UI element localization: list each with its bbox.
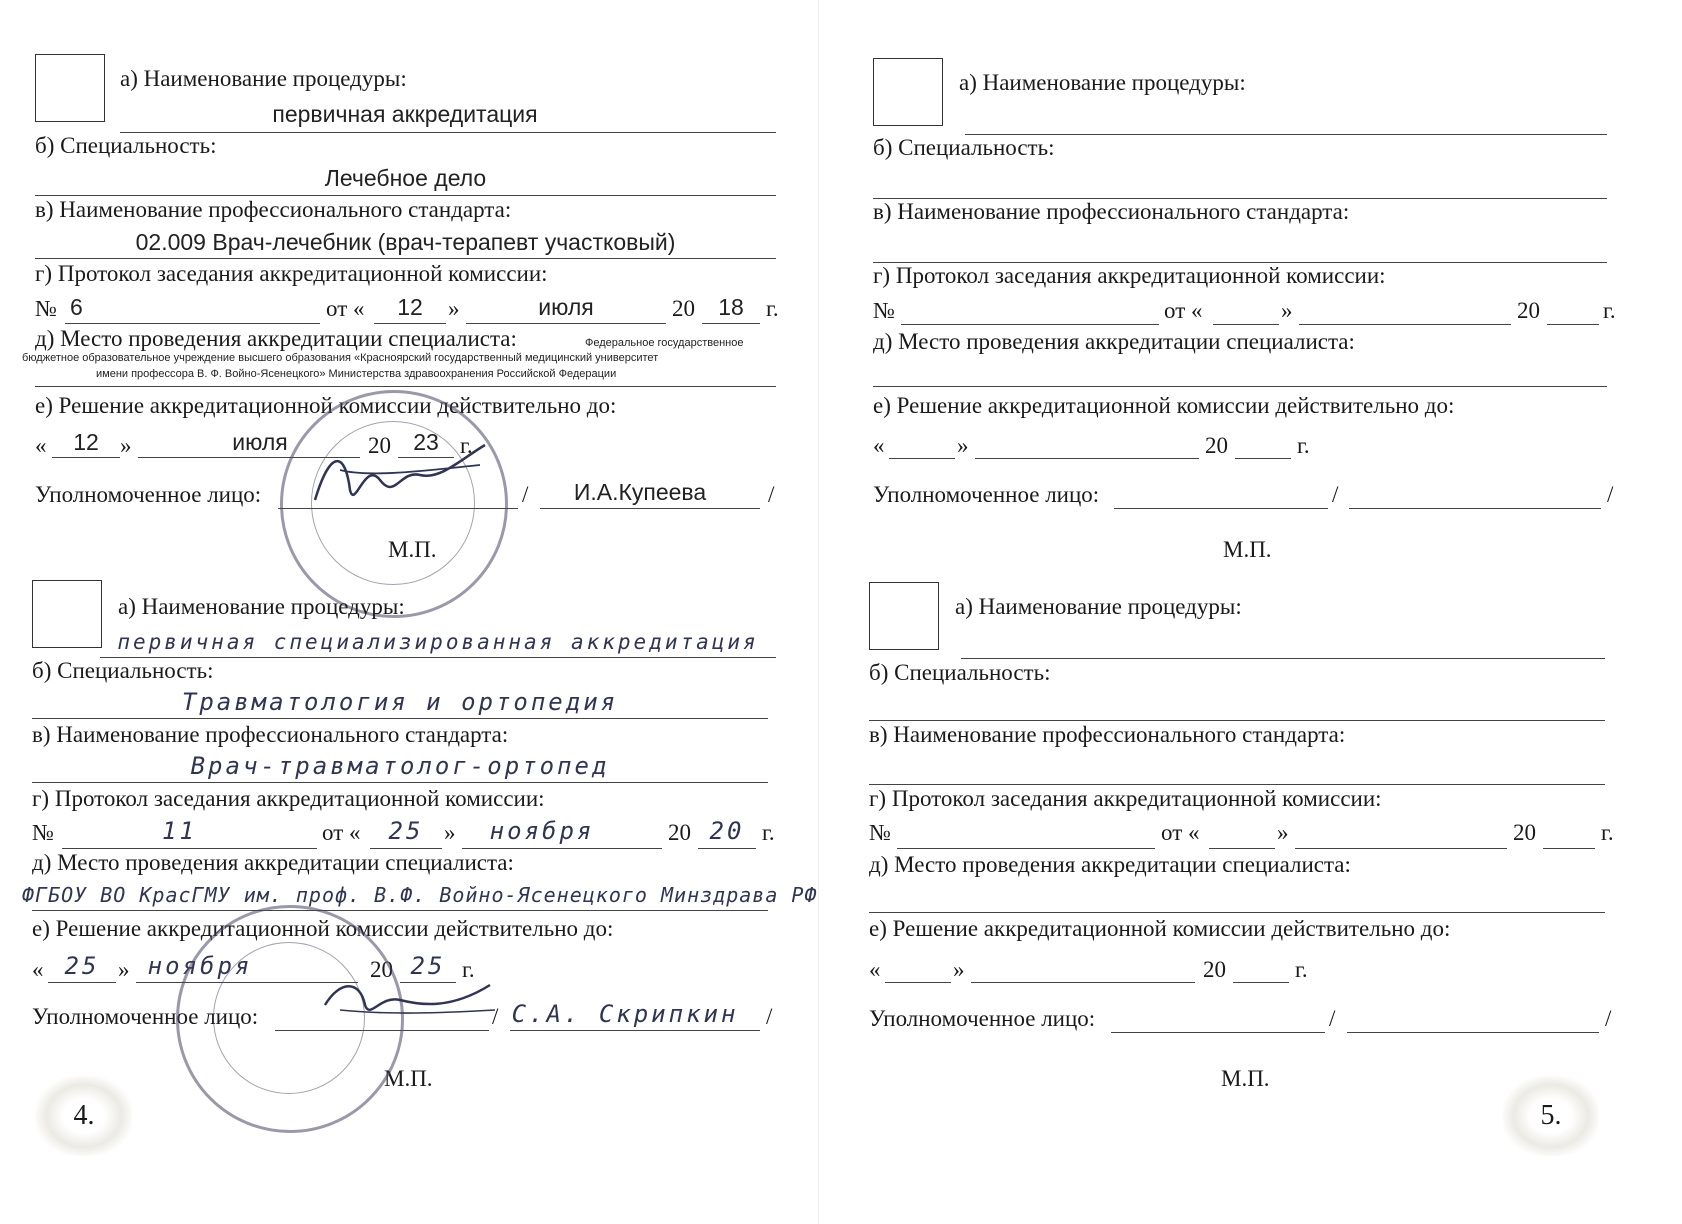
valid-year-prefix: 20: [1205, 433, 1228, 458]
specialty-value: Лечебное дело: [324, 165, 487, 191]
valid-year-suffix: г.: [1297, 433, 1310, 458]
authorized-end-slash: /: [1607, 482, 1614, 507]
authorized-end-slash: /: [1605, 1006, 1612, 1031]
protocol-year-prefix: 20: [672, 296, 695, 321]
signature-line: [1111, 1032, 1325, 1033]
protocol-year: 20: [709, 817, 745, 845]
valid-day-line: [889, 458, 955, 459]
specialty-value: Травматология и ортопедия: [181, 688, 619, 716]
procedure-value: первичная специализированная аккредитация: [117, 630, 759, 654]
authorized-label: Уполномоченное лицо:: [35, 482, 262, 507]
page-right: [841, 0, 1682, 1224]
protocol-number-line: [901, 324, 1159, 325]
specialty-label: б) Специальность:: [32, 658, 214, 683]
mark-checkbox: [32, 580, 102, 648]
valid-label: е) Решение аккредитационной комиссии действительно до:: [873, 393, 1455, 418]
authorized-name-line: [1349, 508, 1601, 509]
protocol-day-line: [370, 848, 442, 849]
valid-year-suffix: г.: [462, 957, 475, 982]
protocol-number-line: [62, 848, 317, 849]
valid-year-line: [1233, 982, 1289, 983]
authorized-end-slash: /: [768, 482, 775, 507]
specialty-label: б) Специальность:: [873, 135, 1055, 160]
protocol-year-line: [698, 848, 756, 849]
valid-day-line: [885, 982, 951, 983]
authorized-name: И.А.Купеева: [573, 479, 707, 505]
protocol-number-sign: №: [869, 820, 891, 845]
protocol-number-sign: №: [35, 296, 57, 321]
protocol-year-line: [702, 323, 760, 324]
authorized-separator: /: [1332, 482, 1339, 507]
valid-day: 25: [64, 952, 100, 980]
protocol-year-line: [1543, 848, 1595, 849]
protocol-date-close: »: [1281, 298, 1293, 323]
protocol-year-suffix: г.: [762, 820, 775, 845]
valid-year-prefix: 20: [368, 433, 391, 458]
authorized-name-line: [1347, 1032, 1599, 1033]
valid-date-open: «: [873, 433, 885, 458]
authorized-separator: /: [522, 482, 529, 507]
mark-checkbox: [869, 582, 939, 650]
protocol-month-line: [1299, 324, 1511, 325]
valid-date-close: »: [118, 957, 130, 982]
specialty-line: [32, 718, 768, 719]
valid-day-line: [48, 982, 116, 983]
specialty-line: [869, 720, 1605, 721]
protocol-day: 25: [388, 817, 424, 845]
valid-year: 23: [413, 429, 439, 455]
authorized-name-line: [510, 1030, 760, 1031]
place-value: ФГБОУ ВО КрасГМУ им. проф. В.Ф. Войно-Ясенецкого Минздрава РФ: [22, 883, 818, 907]
valid-date-close: »: [957, 433, 969, 458]
protocol-year-prefix: 20: [668, 820, 691, 845]
protocol-number-sign: №: [32, 820, 54, 845]
stamp-place-label: М.П.: [384, 1066, 433, 1091]
authorized-label: Уполномоченное лицо:: [32, 1004, 259, 1029]
standard-line: [869, 784, 1605, 785]
procedure-label: а) Наименование процедуры:: [955, 594, 1242, 619]
place-label: д) Место проведения аккредитации специалиста:: [32, 850, 514, 875]
procedure-value: первичная аккредитация: [272, 101, 538, 127]
protocol-month: ноября: [489, 817, 595, 845]
valid-label: е) Решение аккредитационной комиссии действительно до:: [869, 916, 1451, 941]
protocol-year-suffix: г.: [1603, 298, 1616, 323]
authorized-label: Уполномоченное лицо:: [873, 482, 1100, 507]
valid-month: ноября: [147, 952, 253, 980]
protocol-month: июля: [538, 294, 594, 320]
protocol-label: г) Протокол заседания аккредитационной комиссии:: [32, 786, 545, 811]
protocol-year-prefix: 20: [1513, 820, 1536, 845]
procedure-label: а) Наименование процедуры:: [959, 70, 1246, 95]
standard-line: [32, 782, 768, 783]
standard-label: в) Наименование профессионального стандарта:: [35, 197, 512, 222]
procedure-label: а) Наименование процедуры:: [120, 66, 407, 91]
valid-year-suffix: г.: [460, 433, 473, 458]
place-label: д) Место проведения аккредитации специалиста:: [869, 852, 1351, 877]
signature-line: [1114, 508, 1328, 509]
protocol-label: г) Протокол заседания аккредитационной комиссии:: [869, 786, 1382, 811]
stamp-place-label: М.П.: [1223, 537, 1272, 562]
protocol-number-sign: №: [873, 298, 895, 323]
valid-month: июля: [232, 429, 288, 455]
valid-date-open: «: [869, 957, 881, 982]
protocol-date-close: »: [448, 296, 460, 321]
protocol-number-line: [897, 848, 1155, 849]
protocol-label: г) Протокол заседания аккредитационной комиссии:: [873, 263, 1386, 288]
protocol-year: 18: [718, 294, 744, 320]
authorized-separator: /: [1329, 1006, 1336, 1031]
protocol-date-open: от «: [322, 820, 361, 845]
protocol-year-suffix: г.: [766, 296, 779, 321]
protocol-year-suffix: г.: [1601, 820, 1614, 845]
protocol-day-line: [374, 323, 446, 324]
place-line: [869, 912, 1605, 913]
protocol-year-prefix: 20: [1517, 298, 1540, 323]
place-value-line2: бюджетное образовательное учреждение высшего образования «Красноярский государственный медицинский университет: [22, 352, 659, 364]
valid-label: е) Решение аккредитационной комиссии действительно до:: [32, 916, 614, 941]
specialty-label: б) Специальность:: [35, 133, 217, 158]
protocol-number-line: [65, 323, 320, 324]
valid-year-line: [1235, 458, 1291, 459]
valid-date-close: »: [953, 957, 965, 982]
authorized-name: С.А. Скрипкин: [511, 1000, 739, 1028]
valid-year-suffix: г.: [1295, 957, 1308, 982]
specialty-line: [35, 195, 776, 196]
protocol-number: 6: [70, 294, 83, 320]
stamp-place-label: М.П.: [388, 537, 437, 562]
procedure-line: [965, 134, 1607, 135]
place-label: д) Место проведения аккредитации специалиста:: [873, 329, 1355, 354]
valid-label: е) Решение аккредитационной комиссии действительно до:: [35, 393, 617, 418]
mark-checkbox: [873, 58, 943, 126]
mark-checkbox: [35, 54, 105, 122]
authorized-end-slash: /: [766, 1004, 773, 1029]
stamp-place-label: М.П.: [1221, 1066, 1270, 1091]
valid-day: 12: [73, 429, 99, 455]
protocol-date-open: от «: [1164, 298, 1203, 323]
place-line: [873, 386, 1607, 387]
valid-date-close: »: [120, 433, 132, 458]
page-number: 4.: [36, 1076, 132, 1156]
protocol-month-line: [462, 848, 662, 849]
protocol-date-open: от «: [326, 296, 365, 321]
protocol-month-line: [1295, 848, 1507, 849]
valid-year-prefix: 20: [370, 957, 393, 982]
protocol-label: г) Протокол заседания аккредитационной комиссии:: [35, 261, 548, 286]
valid-day-line: [52, 457, 120, 458]
protocol-date-close: »: [1277, 820, 1289, 845]
place-line: [32, 910, 768, 911]
standard-line: [35, 258, 776, 259]
valid-year: 25: [410, 952, 446, 980]
standard-value: 02.009 Врач-лечебник (врач-терапевт участковый): [135, 229, 676, 255]
protocol-day: 12: [397, 294, 423, 320]
place-line: [35, 386, 776, 387]
place-value-line1: Федеральное государственное: [585, 337, 744, 349]
valid-date-open: «: [32, 957, 44, 982]
place-label: д) Место проведения аккредитации специалиста:: [35, 326, 517, 351]
protocol-day-line: [1209, 848, 1275, 849]
procedure-line: [961, 658, 1605, 659]
signature: [310, 440, 490, 520]
specialty-label: б) Специальность:: [869, 660, 1051, 685]
procedure-label: а) Наименование процедуры:: [118, 594, 405, 619]
protocol-number: 11: [162, 817, 197, 845]
place-value-line3: имени профессора В. Ф. Войно-Ясенецкого» Министерства здравоохранения Российской Федерации: [96, 368, 617, 380]
valid-year-prefix: 20: [1203, 957, 1226, 982]
page-number: 5.: [1503, 1076, 1599, 1156]
authorized-label: Уполномоченное лицо:: [869, 1006, 1096, 1031]
protocol-date-close: »: [444, 820, 456, 845]
valid-month-line: [971, 982, 1195, 983]
authorized-name-line: [540, 508, 760, 509]
standard-label: в) Наименование профессионального стандарта:: [869, 722, 1346, 747]
signature: [320, 975, 500, 1035]
standard-label: в) Наименование профессионального стандарта:: [873, 199, 1350, 224]
valid-date-open: «: [35, 433, 47, 458]
protocol-year-line: [1547, 324, 1599, 325]
protocol-month-line: [466, 323, 666, 324]
protocol-day-line: [1213, 324, 1279, 325]
protocol-date-open: от «: [1161, 820, 1200, 845]
procedure-line: [120, 132, 776, 133]
standard-label: в) Наименование профессионального стандарта:: [32, 722, 509, 747]
standard-value: Врач-травматолог-ортопед: [190, 752, 610, 780]
valid-month-line: [975, 458, 1199, 459]
authorized-separator: /: [492, 1004, 499, 1029]
